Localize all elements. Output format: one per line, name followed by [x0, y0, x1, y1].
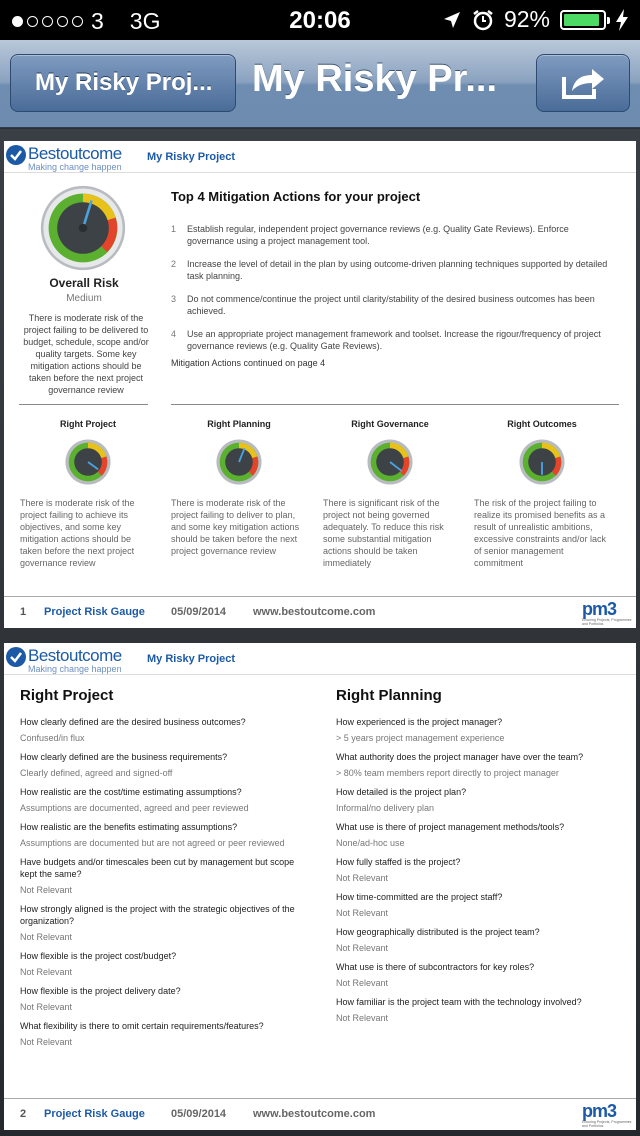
category-description: The risk of the project failing to realize its promised benefits as a result of unrealistic ambitions, excessive constraints and/or lack of senior management commitment	[474, 498, 607, 568]
mitigation-text: Do not commence/continue the project until clarity/stability of the desired business outcomes has been achieved.	[187, 294, 595, 316]
question-item	[336, 961, 626, 989]
footer-date: 05/09/2014	[171, 1108, 227, 1120]
page-number: 1	[20, 606, 27, 618]
answer: Not Relevant	[336, 873, 389, 883]
bestoutcome-logo	[6, 647, 134, 675]
pm3-logo-text: pm3	[582, 599, 617, 619]
charging-bolt-icon	[616, 9, 628, 31]
mitigation-text: Use an appropriate project management framework and toolset. Increase the rigour/frequency of project governance reviews (e.g. Quality Gate Reviews).	[187, 329, 601, 351]
question-item	[336, 856, 626, 884]
mitigation-text: Increase the level of detail in the plan by using outcome-driven planning techniques supported by detailed task planning.	[187, 259, 608, 281]
question-item	[20, 821, 310, 849]
category-title: Right Governance	[351, 419, 429, 429]
location-arrow-icon	[442, 10, 462, 30]
mitigation-number: 2	[171, 259, 177, 269]
pm3-logo	[582, 1102, 632, 1128]
battery-percent: 92%	[503, 6, 550, 32]
small-gauge-icon	[65, 439, 111, 485]
mitigation-number: 4	[171, 329, 177, 339]
question: How strongly aligned is the project with the strategic objectives of the organization?	[20, 904, 295, 926]
question-item	[336, 891, 626, 919]
question-item	[336, 716, 626, 744]
alarm-clock-icon	[472, 9, 494, 31]
divider	[171, 404, 619, 405]
answer: Not Relevant	[336, 908, 389, 918]
section-heading: Right Project	[20, 687, 114, 704]
answer: Assumptions are documented but are not agreed or peer reviewed	[20, 838, 285, 848]
logo-text-a: Best	[28, 144, 61, 163]
mitigation-text: Establish regular, independent project governance reviews (e.g. Quality Gate Reviews). Enforce governance using a project management tool.	[187, 224, 569, 246]
answer: Not Relevant	[20, 967, 73, 977]
answer: Not Relevant	[336, 943, 389, 953]
answer: Not Relevant	[20, 885, 73, 895]
report-page-2	[4, 643, 636, 1130]
mitigation-number: 3	[171, 294, 177, 304]
carrier-name: 3	[91, 8, 104, 34]
clock: 20:06	[289, 7, 351, 34]
question-item	[20, 751, 310, 779]
question-item	[336, 821, 626, 849]
page-footer	[4, 1098, 636, 1130]
logo-text-b: outcome	[60, 646, 122, 665]
category-right-project	[18, 419, 158, 485]
back-button[interactable]	[10, 54, 236, 112]
question: How clearly defined are the desired business outcomes?	[20, 717, 246, 727]
mitigation-number: 1	[171, 224, 177, 234]
divider	[19, 404, 148, 405]
category-title: Right Project	[59, 419, 116, 429]
nav-title: My Risky Pr...	[252, 58, 498, 100]
overall-risk-label: Overall Risk	[49, 276, 119, 290]
logo-text-b: outcome	[60, 144, 122, 163]
question-item	[20, 856, 310, 896]
question: What use is there of subcontractors for key roles?	[336, 962, 535, 972]
question-item	[20, 786, 310, 814]
footer-url[interactable]: www.bestoutcome.com	[253, 606, 376, 618]
page-footer	[4, 596, 636, 628]
pm3-logo-subtitle: Ensuring Projects, Programmes and Portfolios	[582, 618, 632, 626]
mitigation-item	[171, 223, 611, 247]
logo-tagline: Making change happen	[28, 162, 122, 172]
answer: Not Relevant	[336, 1013, 389, 1023]
pm3-logo-subtitle: Ensuring Projects, Programmes and Portfolios	[582, 1120, 632, 1128]
overall-risk-gauge-icon	[40, 185, 126, 271]
answer: Not Relevant	[336, 978, 389, 988]
category-title: Right Outcomes	[507, 419, 577, 429]
question: How clearly defined are the business requirements?	[20, 752, 228, 762]
answer: Assumptions are documented, agreed and peer reviewed	[20, 803, 249, 813]
overall-risk-level: Medium	[66, 293, 102, 304]
document-viewer[interactable]	[0, 129, 640, 1136]
question: Have budgets and/or timescales been cut by management but scope kept the same?	[20, 857, 295, 879]
right-planning-section	[336, 687, 626, 1031]
report-page-1	[4, 141, 636, 628]
question: How time-committed are the project staff?	[336, 892, 503, 902]
footer-title: Project Risk Gauge	[44, 606, 145, 618]
footer-url[interactable]: www.bestoutcome.com	[253, 1108, 376, 1120]
question: How flexible is the project cost/budget?	[20, 951, 177, 961]
answer: Confused/in flux	[20, 733, 85, 743]
question-item	[336, 751, 626, 779]
category-right-outcomes	[472, 419, 612, 485]
share-button[interactable]	[536, 54, 630, 112]
bestoutcome-logo	[6, 145, 134, 173]
mitigation-title: Top 4 Mitigation Actions for your project	[171, 189, 421, 204]
question: How flexible is the project delivery date?	[20, 986, 181, 996]
question: How realistic are the benefits estimating assumptions?	[20, 822, 238, 832]
network-type: 3G	[129, 8, 161, 34]
question: What use is there of project management methods/tools?	[336, 822, 565, 832]
page-number: 2	[20, 1108, 27, 1120]
footer-title: Project Risk Gauge	[44, 1108, 145, 1120]
answer: Not Relevant	[20, 1037, 73, 1047]
pm3-logo-text: pm3	[582, 1101, 617, 1121]
back-button-label: My Risky Proj...	[35, 69, 213, 96]
category-title: Right Planning	[207, 419, 271, 429]
mitigation-item	[171, 258, 611, 282]
question-item	[20, 1020, 310, 1048]
mitigation-list	[171, 223, 611, 363]
question-item	[336, 996, 626, 1024]
answer: > 5 years project management experience	[336, 733, 505, 743]
small-gauge-icon	[367, 439, 413, 485]
share-icon	[560, 65, 606, 101]
logo-text-a: Best	[28, 646, 61, 665]
checkmark-logo-icon	[6, 145, 26, 165]
category-right-governance	[320, 419, 460, 485]
category-description: There is moderate risk of the project failing to deliver to plan, and some key mitigation actions should be taken before the next project governance review	[171, 498, 300, 556]
small-gauge-icon	[216, 439, 262, 485]
question: How realistic are the cost/time estimating assumptions?	[20, 787, 242, 797]
mitigation-item	[171, 328, 611, 352]
answer: Clearly defined, agreed and signed-off	[20, 768, 173, 778]
status-bar	[0, 0, 640, 40]
category-description: There is significant risk of the project not being governed adequately. To reduce this risk some substantial mitigation actions should be taken immediately	[323, 498, 444, 568]
section-heading: Right Planning	[336, 687, 442, 704]
battery-icon	[560, 10, 606, 30]
navigation-bar	[0, 40, 640, 128]
question-item	[20, 716, 310, 744]
right-project-section	[20, 687, 310, 1055]
answer: Not Relevant	[20, 1002, 73, 1012]
answer: Not Relevant	[20, 932, 73, 942]
page-header	[4, 141, 636, 173]
status-icons	[442, 6, 628, 33]
project-name: My Risky Project	[147, 151, 236, 163]
mitigation-item	[171, 293, 611, 317]
small-gauge-icon	[519, 439, 565, 485]
question: How fully staffed is the project?	[336, 857, 461, 867]
project-name: My Risky Project	[147, 653, 236, 665]
mitigation-continued-note: Mitigation Actions continued on page 4	[171, 358, 326, 368]
question-item	[20, 950, 310, 978]
answer: > 80% team members report directly to project manager	[336, 768, 559, 778]
question-item	[20, 985, 310, 1013]
question: What flexibility is there to omit certain requirements/features?	[20, 1021, 264, 1031]
question-item	[20, 903, 310, 943]
pm3-logo	[582, 600, 632, 626]
category-description: There is moderate risk of the project failing to achieve its objectives, and some key mitigation actions should be taken before the next project governance review	[20, 498, 135, 568]
question: How familiar is the project team with the technology involved?	[336, 997, 582, 1007]
question-item	[336, 926, 626, 954]
question-item	[336, 786, 626, 814]
question: How geographically distributed is the project team?	[336, 927, 540, 937]
page-header	[4, 643, 636, 675]
question: How detailed is the project plan?	[336, 787, 467, 797]
footer-date: 05/09/2014	[171, 606, 227, 618]
overall-risk-description: There is moderate risk of the project failing to be delivered to budget, schedule, scope and/or quality targets. Some key mitigation actions should be taken before the next project governance review	[23, 313, 149, 395]
question: How experienced is the project manager?	[336, 717, 503, 727]
answer: None/ad-hoc use	[336, 838, 405, 848]
checkmark-logo-icon	[6, 647, 26, 667]
answer: Informal/no delivery plan	[336, 803, 435, 813]
question: What authority does the project manager have over the team?	[336, 752, 584, 762]
category-right-planning	[169, 419, 309, 485]
logo-tagline: Making change happen	[28, 664, 122, 674]
